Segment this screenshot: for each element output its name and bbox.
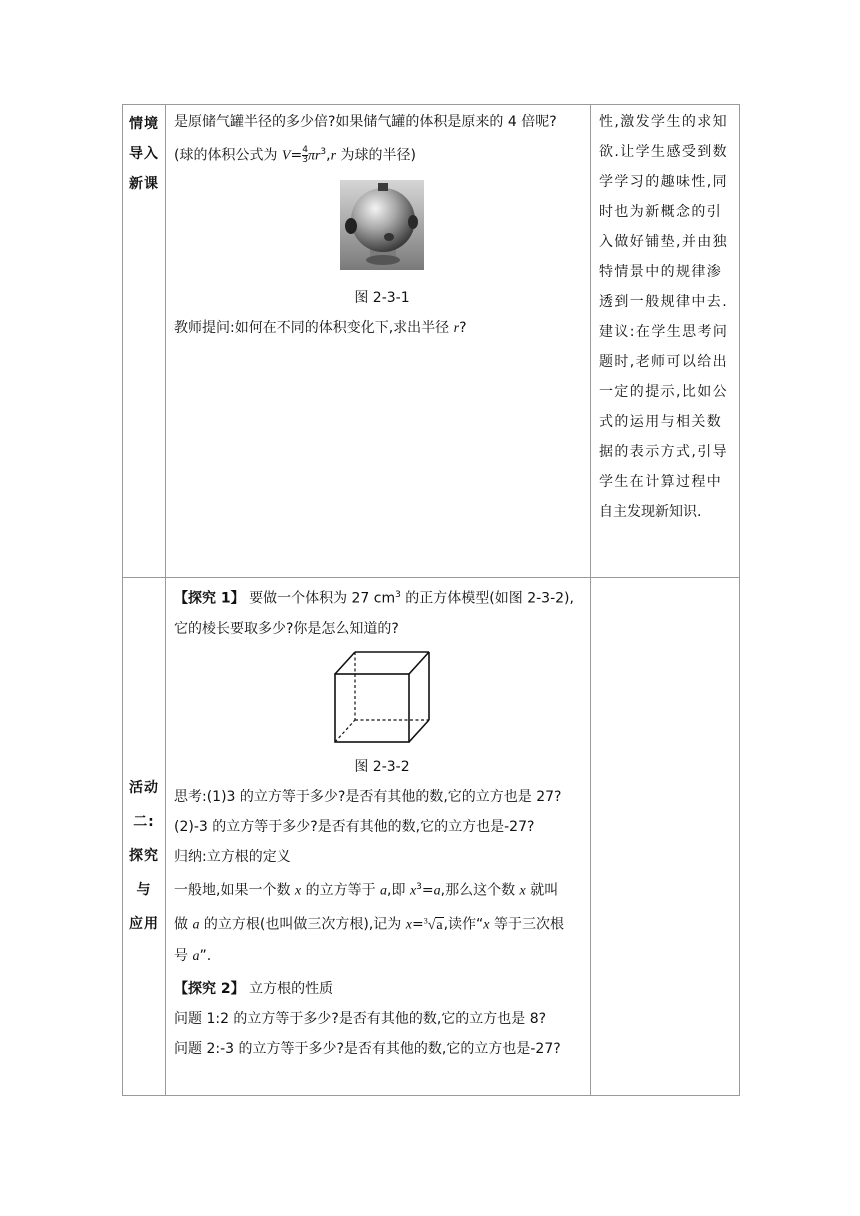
math-var: V [281,148,291,164]
explore2-line [174,972,590,1004]
math-var: x [409,883,417,899]
formula-line [174,137,590,172]
cube-diagram [332,648,432,746]
math-var: a [192,948,200,964]
text-line: 问题 2:-3 的立方等于多少?是否有其他的数,它的立方也是-27? [174,1040,561,1057]
note-line: 自主发现新知识. [599,504,702,520]
table-row-intro [123,105,740,578]
text-span: 立方根的性质 [244,980,334,997]
figure-caption: 图 2-3-1 [354,289,410,306]
math-var: x [519,883,526,899]
math-var: x [405,917,412,933]
text-span: ? [459,319,467,336]
math-var: a [433,883,441,899]
note-line: 题时,老师可以给出 [599,354,729,370]
exponent: 3 [395,590,401,600]
note-line: 欲.让学生感受到数 [599,144,729,160]
note-line: 性,激发学生的求知 [599,114,729,130]
exponent: 3 [416,881,422,892]
math-op: = [411,916,424,933]
note-line: 学学习的趣味性,同 [599,174,729,190]
note-line: 透到一般规律中去. [599,294,729,310]
note-line: 学生在计算过程中 [599,474,723,490]
text-span: 号 [174,947,193,964]
text-span: (球的体积公式为 [174,147,282,164]
math-var: πr [307,148,321,164]
text-line: 思考:(1)3 的立方等于多少?是否有其他的数,它的立方也是 27? [174,788,562,805]
text-span: , [326,147,331,164]
lesson-table [122,104,740,1096]
section-label-line: 应用 [129,915,159,932]
note-cell-empty [591,578,740,1096]
question-line [174,313,590,344]
section-label-line: 二: [133,813,155,830]
math-var: r [453,320,460,336]
text-span: 就叫 [525,882,559,899]
text-span: 的正方体模型(如图 2-3-2), [400,590,574,607]
note-line: 特情景中的规律渗 [599,264,723,280]
figure-cube [174,644,590,748]
text-span: 为球的半径) [336,147,416,164]
text-line: 它的棱长要取多少?你是怎么知道的? [174,620,399,637]
note-line: 时也为新概念的引 [599,204,723,220]
math-op: = [421,882,434,899]
figure-caption: 图 2-3-2 [354,758,410,775]
cube-root: $^3$√a [423,916,443,933]
section-label-cell [123,578,166,1096]
definition-line [174,906,590,941]
text-line: 问题 1:2 的立方等于多少?是否有其他的数,它的立方也是 8? [174,1010,547,1027]
text-span: 的立方根(也叫做三次方根),记为 [199,916,406,933]
text-span: ,读作“ [443,916,484,933]
explore-tag: 【探究 1】 [174,590,245,607]
math-var: a [192,917,200,933]
math-var: x [483,917,490,933]
explore-tag: 【探究 2】 [174,980,245,997]
section-label-line: 活动 [129,779,159,796]
content-cell [166,578,591,1096]
content-cell [166,105,591,578]
math-op: = [290,147,303,164]
text-span: ,即 [387,882,410,899]
math-var: r [330,148,337,164]
section-label-line: 情境 [129,116,159,132]
sphere-tank-image [340,180,424,270]
note-cell [591,105,740,578]
text-line: (2)-3 的立方等于多少?是否有其他的数,它的立方也是-27? [174,818,535,835]
section-label-line: 导入 [129,146,159,162]
figure-sphere-tank [174,172,590,281]
text-span: 要做一个体积为 27 cm [244,590,396,607]
text-span: 教师提问:如何在不同的体积变化下,求出半径 [174,319,454,336]
radicand: a [436,917,443,933]
text-line: 归纳:立方根的定义 [174,848,291,865]
text-span: 的立方等于 [301,882,381,899]
note-line: 建议:在学生思考问 [599,324,729,340]
section-label-cell [123,105,166,578]
text-span: 一般地,如果一个数 [174,882,295,899]
note-line: 入做好铺垫,并由独 [599,234,729,250]
definition-line [174,941,590,972]
fraction-denominator: 3 [302,155,308,166]
fraction-numerator: 4 [302,145,308,156]
definition-line [174,872,590,907]
section-label-line: 新课 [129,176,159,192]
text-span: 等于三次根 [489,916,564,933]
section-label-line: 探究 [129,847,159,864]
explore1-line [174,580,590,614]
root-index: 3 [423,916,428,926]
text-span: ,那么这个数 [440,882,520,899]
text-span: 做 [174,916,193,933]
math-var: a [380,883,388,899]
text-span: ”. [199,947,212,964]
note-line: 一定的提示,比如公 [599,384,729,400]
note-line: 式的运用与相关数 [599,414,723,430]
note-line: 据的表示方式,引导 [599,444,729,460]
section-label-line: 与 [136,881,152,898]
math-var: x [294,883,302,899]
text-line: 是原储气罐半径的多少倍?如果储气罐的体积是原来的 4 倍呢? [174,114,557,130]
exponent: 3 [320,147,327,157]
table-row-explore [123,578,740,1096]
